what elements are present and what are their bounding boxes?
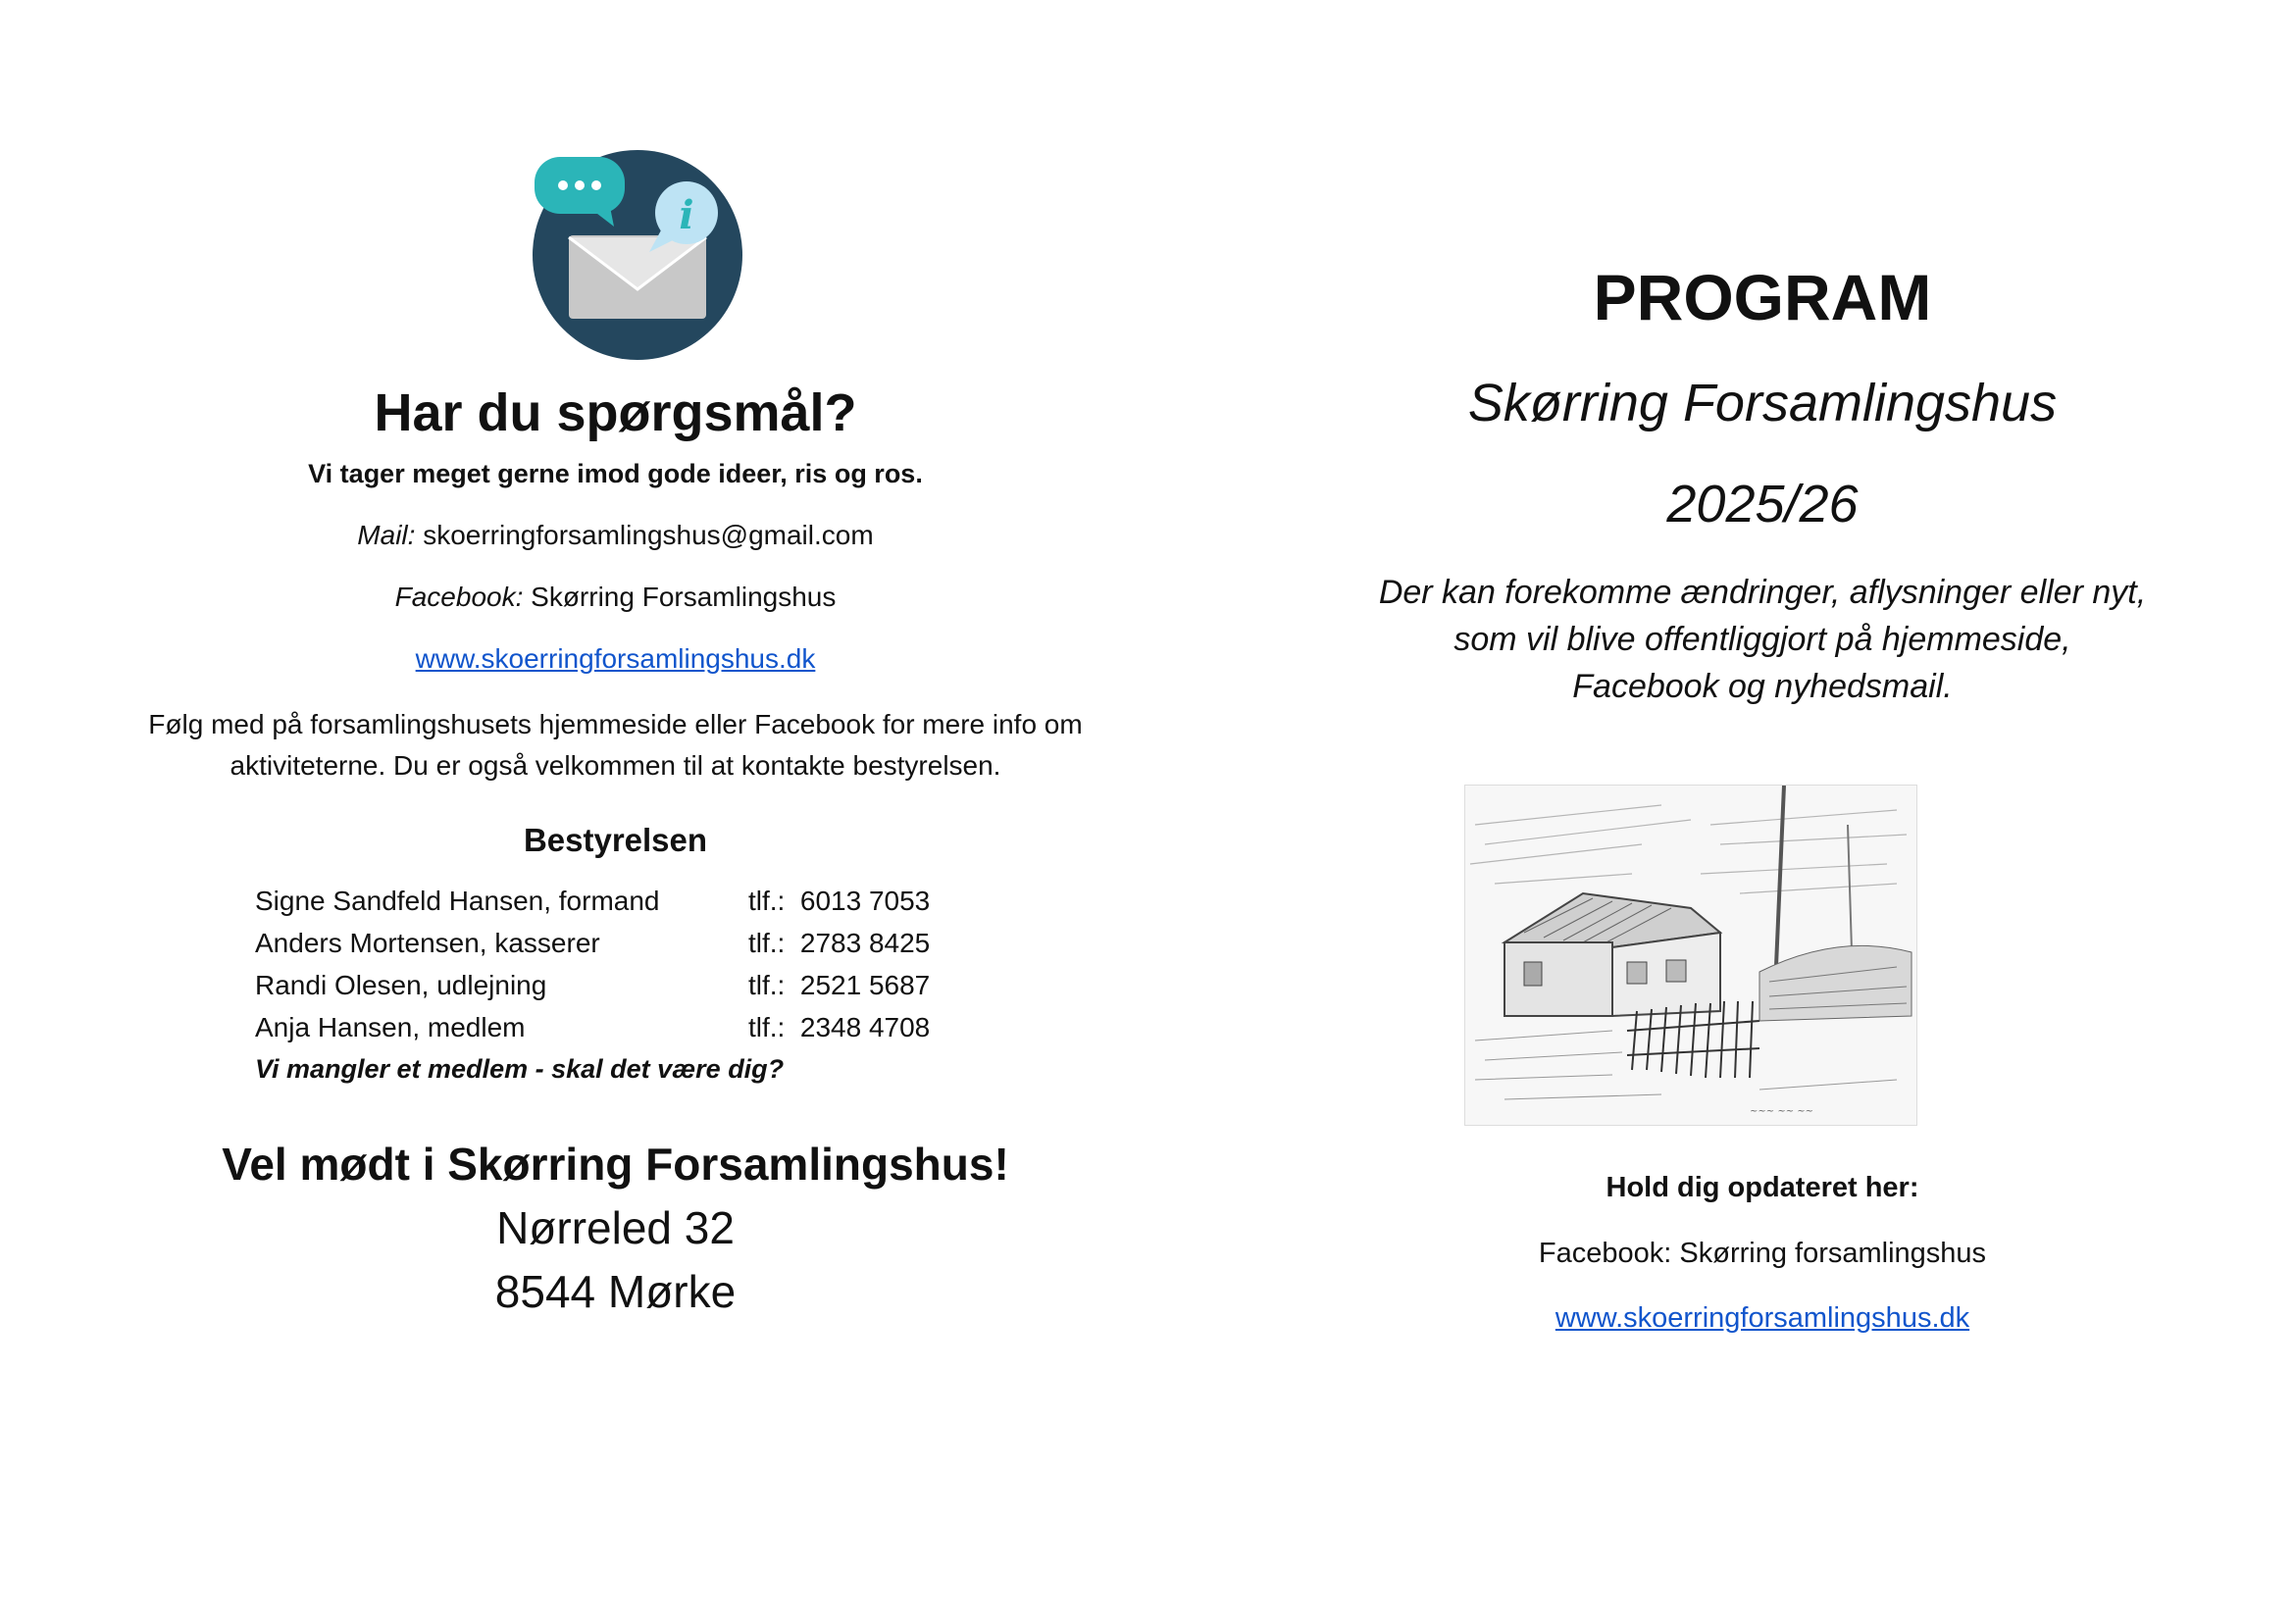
member-phone: tlf.: 6013 7053 xyxy=(748,886,931,916)
facebook-page: Skørring Forsamlingshus xyxy=(531,582,837,612)
notice-line: Facebook og nyhedsmail. xyxy=(1572,668,1953,705)
board-list xyxy=(255,886,1000,1085)
contact-subheading: Vi tager meget gerne imod gode ideer, ris og ros. xyxy=(308,459,923,488)
member-name: Signe Sandfeld Hansen, formand xyxy=(255,886,660,916)
svg-text:~~~ ~~ ~~: ~~~ ~~ ~~ xyxy=(1750,1106,1814,1117)
member-name: Randi Olesen, udlejning xyxy=(255,970,547,1000)
address-city: 8544 Mørke xyxy=(494,1266,737,1317)
house-sketch-image xyxy=(1464,785,1917,1126)
member-phone: tlf.: 2783 8425 xyxy=(748,928,931,958)
website-link[interactable]: www.skoerringforsamlingshus.dk xyxy=(415,643,816,674)
update-website-line xyxy=(1231,1302,2294,1335)
right-panel xyxy=(1231,0,2294,1624)
notice-line: som vil blive offentliggjort på hjemmeside, xyxy=(1453,621,2071,658)
info-text: Følg med på forsamlingshusets hjemmeside eller Facebook for mere info om aktiviteterne. Du er også velkommen til at kontakte bestyrelsen. xyxy=(148,709,1083,781)
facebook-label: Facebook: xyxy=(394,582,524,612)
member-name: Anders Mortensen, kasserer xyxy=(255,928,600,958)
address-street: Nørreled 32 xyxy=(496,1202,735,1253)
mail-label: Mail: xyxy=(357,520,416,550)
update-title: Hold dig opdateret her: xyxy=(1606,1172,1919,1203)
change-notice xyxy=(1231,569,2294,710)
notice-line: Der kan forekomme ændringer, aflysninger eller nyt, xyxy=(1378,574,2147,611)
board-member-row xyxy=(255,970,1000,1012)
mail-chat-info-icon xyxy=(520,142,755,368)
board-title: Bestyrelsen xyxy=(523,822,708,858)
mail-address[interactable]: skoerringforsamlingshus@gmail.com xyxy=(423,520,874,550)
svg-text:i: i xyxy=(679,192,694,238)
season-label: 2025/26 xyxy=(1666,475,1859,533)
venue-name: Skørring Forsamlingshus xyxy=(1467,374,2058,432)
mail-line xyxy=(0,520,1231,551)
update-facebook: Facebook: Skørring forsamlingshus xyxy=(1538,1238,1987,1269)
board-member-row xyxy=(255,928,1000,970)
member-phone: tlf.: 2521 5687 xyxy=(748,970,931,1000)
member-name: Anja Hansen, medlem xyxy=(255,1012,526,1042)
update-website-link[interactable]: www.skoerringforsamlingshus.dk xyxy=(1555,1302,1970,1334)
program-title: PROGRAM xyxy=(1593,261,1932,333)
website-line xyxy=(0,643,1231,675)
board-vacancy-note: Vi mangler et medlem - skal det være dig? xyxy=(255,1054,785,1084)
contact-heading: Har du spørgsmål? xyxy=(374,383,857,442)
member-phone: tlf.: 2348 4708 xyxy=(748,1012,931,1042)
board-member-row xyxy=(255,1012,1000,1054)
welcome-title: Vel mødt i Skørring Forsamlingshus! xyxy=(222,1139,1009,1190)
board-member-row xyxy=(255,886,1000,928)
facebook-line xyxy=(0,582,1231,613)
